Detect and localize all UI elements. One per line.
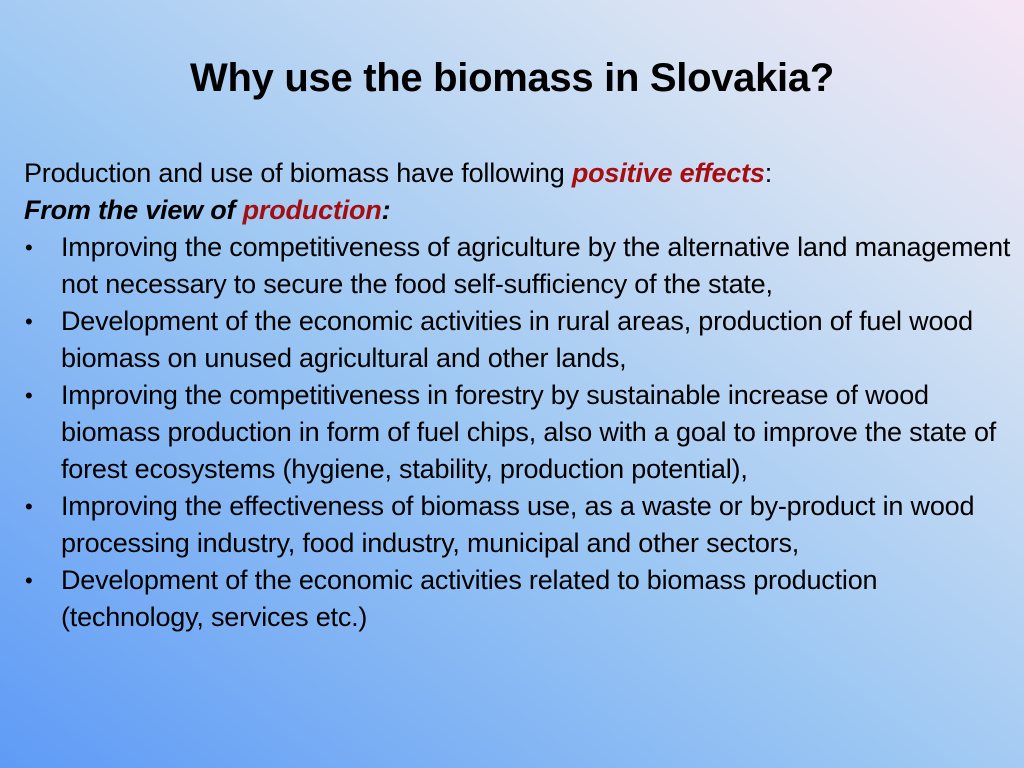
bullet-item <box>24 303 1014 377</box>
bullet-dot: • <box>25 494 33 519</box>
bullet-dot: • <box>25 309 33 334</box>
bullet-item <box>24 488 1014 562</box>
bullet-dot: • <box>25 568 33 593</box>
subheading-line <box>24 192 1014 229</box>
slide-body <box>24 155 1014 636</box>
bullet-list <box>24 229 1014 636</box>
bullet-item <box>24 229 1014 303</box>
subheading-suffix: : <box>381 195 391 225</box>
intro-text: Production and use of biomass have following <box>24 158 572 188</box>
bullet-text: Improving the effectiveness of biomass use, as a waste or by-product in wood processing industry, food industry, municipal and other sectors, <box>61 491 975 558</box>
subheading-highlight: production <box>242 195 382 225</box>
bullet-text: Improving the competitiveness of agriculture by the alternative land management not necessary to secure the food self-sufficiency of the state, <box>61 232 1011 299</box>
slide-title: Why use the biomass in Slovakia? <box>190 56 834 100</box>
bullet-text: Development of the economic activities related to biomass production (technology, services etc.) <box>61 565 878 632</box>
intro-suffix: : <box>764 158 773 188</box>
bullet-item <box>24 562 1014 636</box>
intro-highlight: positive effects <box>571 158 765 188</box>
bullet-dot: • <box>25 235 33 260</box>
intro-line <box>24 155 1014 192</box>
bullet-text: Improving the competitiveness in forestry by sustainable increase of wood biomass production in form of fuel chips, also with a goal to improve the state of forest ecosystems (hygiene, stability, production potential), <box>61 380 997 484</box>
bullet-item <box>24 377 1014 488</box>
subheading-prefix: From the view of <box>24 195 243 225</box>
bullet-dot: • <box>25 383 33 408</box>
bullet-text: Development of the economic activities in rural areas, production of fuel wood biomass on unused agricultural and other lands, <box>61 306 973 373</box>
